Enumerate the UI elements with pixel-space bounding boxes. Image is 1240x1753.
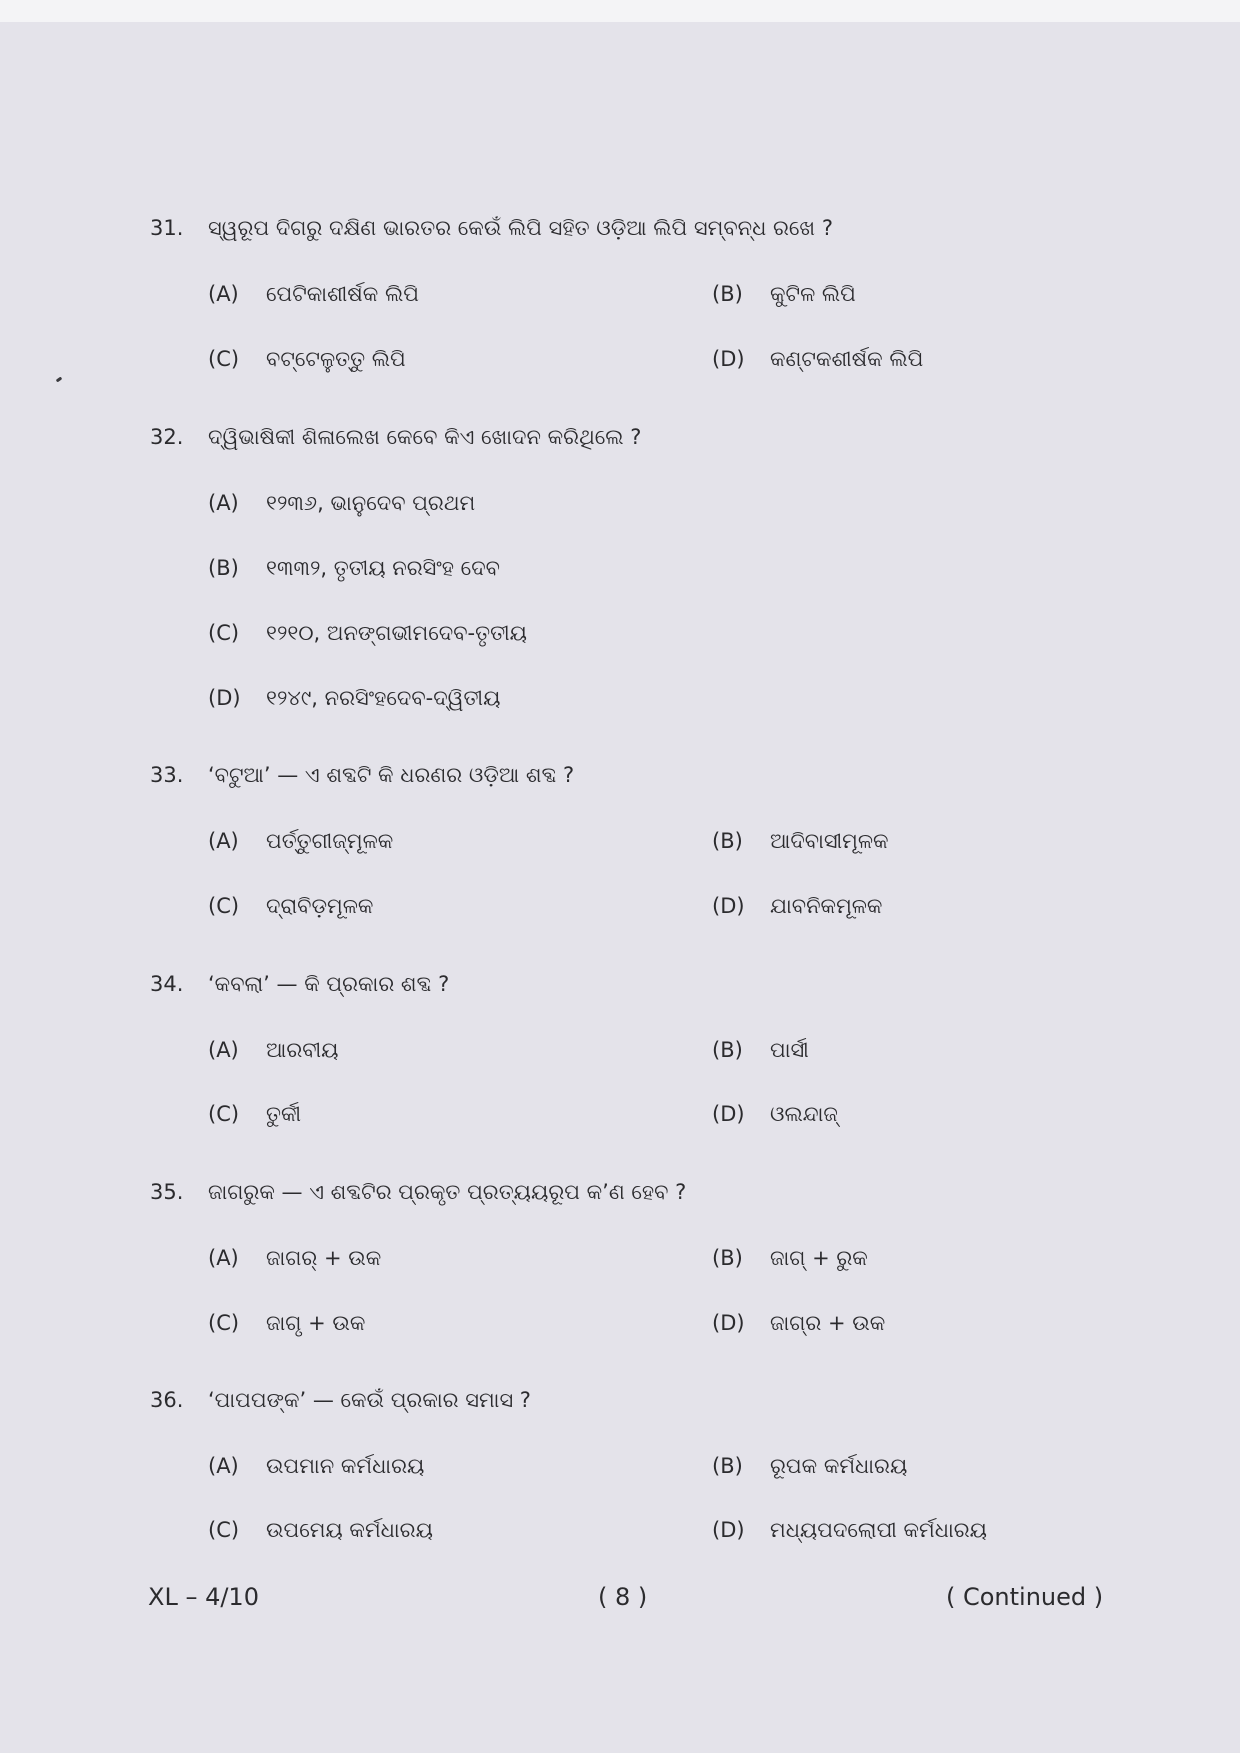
option-34-c [208,1100,301,1128]
option-text: ଜାଗ୍ର + ଉକ [770,1311,886,1335]
option-32-c [208,619,527,647]
option-text: ପାର୍ସୀ [770,1038,809,1062]
option-text: ୧୨୩୬, ଭାନୁଦେବ ପ୍ରଥମ [266,491,476,515]
option-text: ବଟ୍ଟେଳୁତ୍ତୁ ଲିପି [266,347,406,371]
option-text: ୧୨୪୯, ନରସିଂହଦେବ-ଦ୍ୱିତୀୟ [266,686,501,710]
option-text: ଆରବୀୟ [266,1038,339,1062]
option-text: ଜାଗର୍ + ଉକ [266,1246,382,1270]
option-text: ଓଲନ୍ଦାଜ୍ [770,1102,838,1126]
option-label: (B) [712,1246,743,1270]
option-36-a [208,1452,424,1480]
exam-page [0,22,1240,1753]
option-35-a [208,1244,381,1272]
option-label: (C) [208,1102,240,1126]
question-number: 33. [150,763,184,787]
option-text: ମଧ୍ୟପଦଲୋପୀ କର୍ମଧାରୟ [770,1518,988,1542]
option-label: (D) [712,1102,745,1126]
question-text: ‘ପାପପଙ୍କ’ — କେଉଁ ପ୍ରକାର ସମାସ ? [208,1388,531,1412]
page-number: ( 8 ) [598,1583,648,1611]
question-text: ସ୍ୱରୂପ ଦିଗରୁ ଦକ୍ଷିଣ ଭାରତର କେଉଁ ଲିପି ସହିତ ଓଡ଼ିଆ ଲିପି ସମ୍ବନ୍ଧ ରଖେ ? [208,216,833,240]
question-text: ‘କବଲା’ — କି ପ୍ରକାର ଶବ୍ଦ ? [208,972,450,996]
option-36-d [712,1516,987,1544]
option-text: ଜାଗୃ + ଉକ [266,1311,366,1335]
option-text: କଣ୍ଟକଶୀର୍ଷକ ଲିପି [770,347,924,371]
option-label: (C) [208,621,240,645]
option-text: ଆଦିବାସୀମୂଳକ [770,829,889,853]
continued-label: ( Continued ) [946,1583,1104,1611]
option-32-a [208,489,475,517]
option-33-c [208,892,373,920]
option-34-d [712,1100,838,1128]
option-text: ପର୍ତ୍ତୁଗୀଜ୍‌ମୂଳକ [266,829,394,853]
question-number: 36. [150,1388,184,1412]
question-text: ଦ୍ୱିଭାଷିକୀ ଶିଳାଲେଖ କେବେ କିଏ ଖୋଦନ କରିଥିଲେ ? [208,425,642,449]
option-text: ତୁର୍କୀ [266,1102,302,1126]
option-label: (C) [208,894,240,918]
option-label: (A) [208,1038,239,1062]
question-33 [150,761,574,789]
option-36-c [208,1516,433,1544]
option-label: (B) [208,556,239,580]
question-number: 34. [150,972,184,996]
option-label: (C) [208,1311,240,1335]
question-32 [150,423,641,451]
question-text: ଜାଗରୁକ — ଏ ଶବ୍ଦଟିର ପ୍ରକୃତ ପ୍ରତ୍ୟୟରୂପ କ’ଣ ହେବ ? [208,1180,687,1204]
option-label: (A) [208,1454,239,1478]
option-label: (A) [208,829,239,853]
option-label: (B) [712,1038,743,1062]
option-text: ଉପମାନ କର୍ମଧାରୟ [266,1454,425,1478]
question-number: 32. [150,425,184,449]
option-label: (B) [712,829,743,853]
option-31-b [712,280,856,308]
option-text: ପେଟିକାଶୀର୍ଷକ ଲିପି [266,282,419,306]
option-33-d [712,892,882,920]
option-text: ଦ୍ରାବିଡ଼ମୂଳକ [266,894,374,918]
option-35-b [712,1244,868,1272]
option-label: (B) [712,282,743,306]
option-31-d [712,345,923,373]
option-33-a [208,827,393,855]
option-text: ୧୨୧୦, ଅନଙ୍ଗଭୀମଦେବ-ତୃତୀୟ [266,621,527,645]
option-text: କୁଟିଳ ଲିପି [770,282,856,306]
option-label: (A) [208,491,239,515]
option-label: (A) [208,282,239,306]
paper-code: XL – 4/10 [148,1583,259,1611]
option-text: ଜାଗ୍ + ରୁକ [770,1246,868,1270]
option-label: (A) [208,1246,239,1270]
option-36-b [712,1452,907,1480]
option-34-b [712,1036,809,1064]
option-32-b [208,554,500,582]
option-text: ଉପମେୟ କର୍ମଧାରୟ [266,1518,433,1542]
option-label: (D) [712,1518,745,1542]
option-33-b [712,827,889,855]
option-label: (C) [208,347,240,371]
option-label: (D) [712,1311,745,1335]
question-35 [150,1178,686,1206]
question-36 [150,1386,531,1414]
question-34 [150,970,449,998]
option-text: ୧୩୩୨, ତୃତୀୟ ନରସିଂହ ଦେବ [266,556,500,580]
option-35-d [712,1309,885,1337]
option-label: (D) [712,894,745,918]
question-31 [150,214,833,242]
page-top-edge [0,0,1240,22]
option-label: (C) [208,1518,240,1542]
option-31-a [208,280,419,308]
option-31-c [208,345,406,373]
question-number: 31. [150,216,184,240]
option-label: (B) [712,1454,743,1478]
option-34-a [208,1036,338,1064]
option-label: (D) [208,686,241,710]
option-35-c [208,1309,365,1337]
option-32-d [208,684,500,712]
option-label: (D) [712,347,745,371]
option-text: ଯାବନିକମୂଳକ [770,894,883,918]
option-text: ରୂପକ କର୍ମଧାରୟ [770,1454,908,1478]
question-number: 35. [150,1180,184,1204]
question-text: ‘ବଟୁଆ’ — ଏ ଶବ୍ଦଟି କି ଧରଣର ଓଡ଼ିଆ ଶବ୍ଦ ? [208,763,575,787]
